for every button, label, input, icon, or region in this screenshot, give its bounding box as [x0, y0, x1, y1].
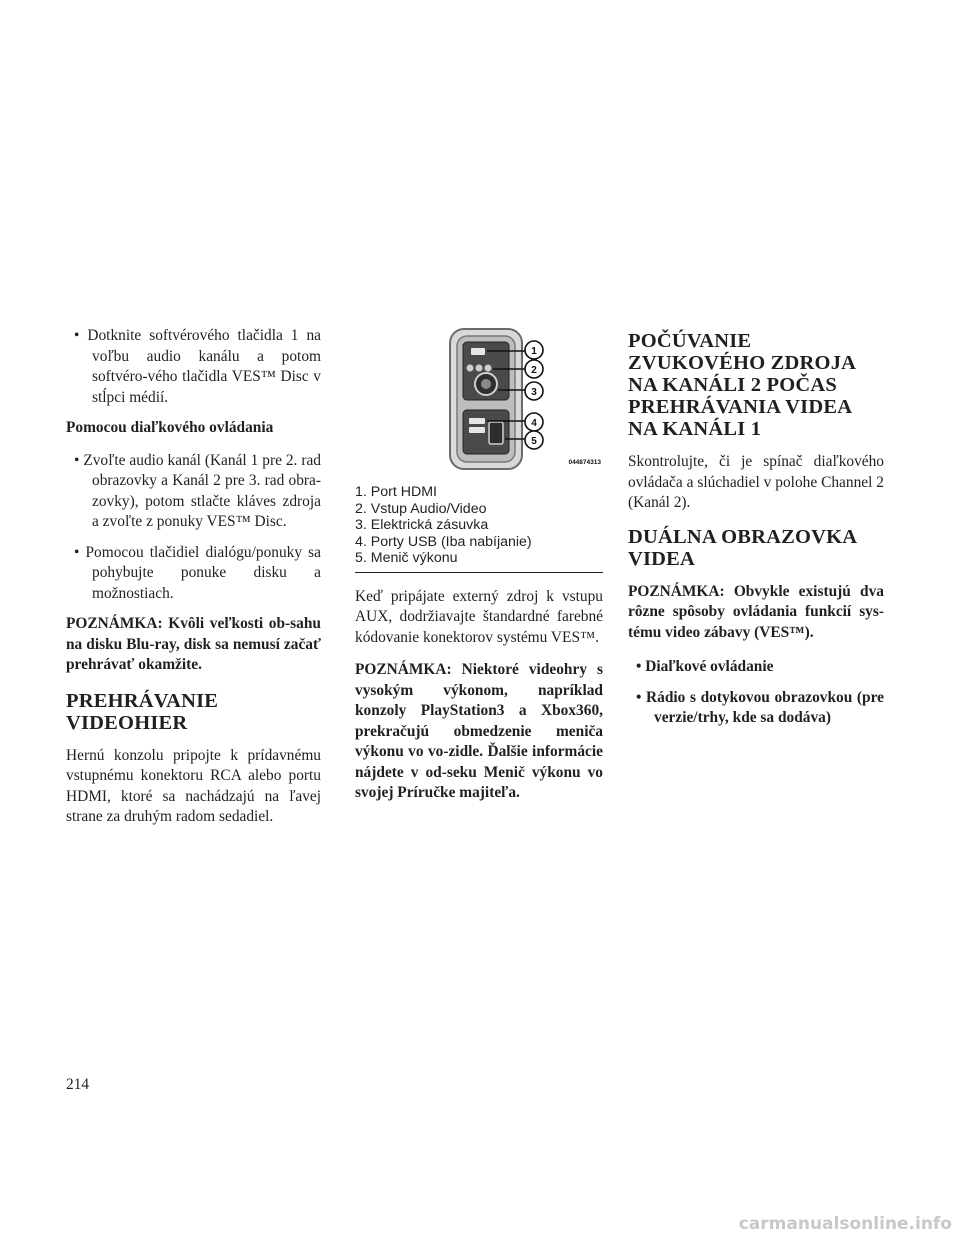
connector-panel-illustration: [355, 326, 603, 478]
note-high-power-consoles: POZNÁMKA: Niektoré videohry s vysokým výkonom, napríklad konzoly PlayStation3 a Xbox360, prekračujú obmedzenie meniča výkonu vo vo-zidle. Ďalšie informácie nájdete v od-seku Menič výkonu vo svojej Príručke majiteľa.: [355, 661, 603, 802]
paragraph-check-switch: Skontrolujte, či je spínač diaľkového ovládača a slúchadiel v polohe Channel 2 (Kanál 2).: [628, 453, 884, 511]
caption-item: 3. Elektrická zásuvka: [355, 517, 489, 534]
power-outlet-center: [481, 379, 491, 389]
caption-item: 2. Vstup Audio/Video: [355, 500, 487, 517]
note-two-ways: POZNÁMKA: Obvykle existujú dva rôzne spôsoby ovládania funkcií sys-tému video zábavy (VES™).: [628, 582, 884, 641]
figure-captions: [355, 484, 603, 573]
note-bluray: POZNÁMKA: Kvôli veľkosti ob-sahu na disku Blu-ray, disk sa nemusí začať prehrávať okamžite.: [66, 615, 321, 673]
page-number: 214: [66, 1076, 90, 1093]
rca-jack-1: [467, 365, 474, 372]
caption-item: 1. Port HDMI: [355, 484, 437, 500]
hdmi-port: [471, 348, 485, 355]
paragraph-aux-input: Keď pripájate externý zdroj k vstupu AUX, dodržiavajte štandardné farebné kódovanie konektorov systému VES™.: [355, 587, 603, 646]
heading-dual-screen: DUÁLNA OBRAZOVKA VIDEA: [628, 525, 857, 570]
callout-3: 3: [531, 387, 537, 398]
caption-item: 4. Porty USB (Iba nabíjanie): [355, 533, 532, 550]
callout-1: 1: [531, 346, 537, 357]
bullet-choose-audio-channel: • Zvoľte audio kanál (Kanál 1 pre 2. rad obrazovky a Kanál 2 pre 3. rad obra-zovky), potom stlačte kláves zdroja a zvoľte z ponuky VES™ Disc.: [74, 451, 321, 530]
heading-listen-channel-2: POČÚVANIE ZVUKOVÉHO ZDROJA NA KANÁLI 2 POČAS PREHRÁVANIA VIDEA NA KANÁLI 1: [628, 330, 856, 440]
bullet-remote-control: • Diaľkové ovládanie: [636, 658, 774, 675]
callout-4: 4: [531, 418, 537, 429]
watermark: carmanualsonline.info: [738, 1214, 952, 1234]
bullet-touch-softkey: • Dotknite softvérového tlačidla 1 na voľbu audio kanálu a potom softvéro-vého tlačidla VES™ Disc v stĺpci médií.: [74, 327, 321, 406]
figure-code: 044874313: [568, 459, 601, 466]
bullet-navigate-menu: • Pomocou tlačidiel dialógu/ponuky sa pohybujte ponuke disku a možnostiach.: [74, 543, 321, 602]
rca-jack-2: [476, 365, 483, 372]
connector-panel-figure: [355, 326, 603, 478]
callout-2: 2: [531, 365, 537, 376]
callout-5: 5: [531, 436, 537, 447]
rca-jack-3: [485, 365, 492, 372]
left-column: [66, 326, 321, 840]
paragraph-game-console: Hernú konzolu pripojte k prídavnému vstupnému konektoru RCA alebo portu HDMI, ktoré sa nachádzajú na ľavej strane za druhým radom sedadiel.: [66, 746, 321, 825]
usb-port-1: [469, 418, 485, 424]
caption-item: 5. Menič výkonu: [355, 550, 458, 567]
middle-column: [355, 326, 603, 818]
power-inverter-outlet: [489, 422, 503, 444]
subheading-remote-control: Pomocou diaľkového ovládania: [66, 419, 274, 436]
bullet-touchscreen-radio: • Rádio s dotykovou obrazovkou (pre verzie/trhy, kde sa dodáva): [636, 688, 884, 726]
right-column: [628, 326, 884, 739]
usb-port-2: [469, 427, 485, 433]
heading-video-games: PREHRÁVANIE VIDEOHIER: [66, 689, 219, 734]
